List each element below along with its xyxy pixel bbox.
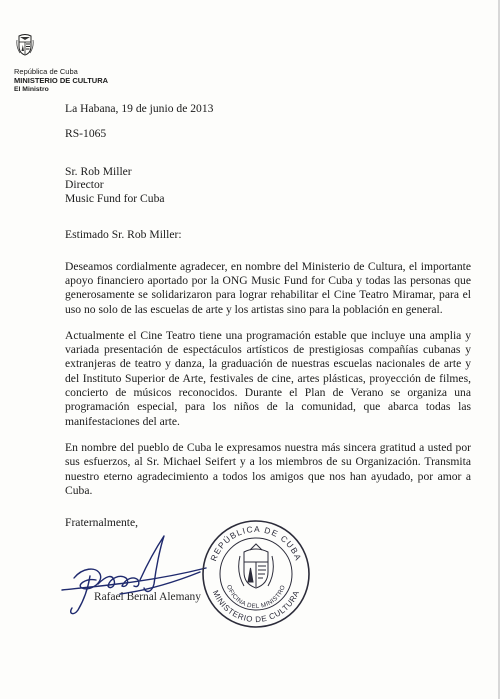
seal-bottom-text: MINISTERIO DE CULTURA xyxy=(210,588,302,625)
closing: Fraternalmente, xyxy=(65,516,139,530)
salutation: Estimado Sr. Rob Miller: xyxy=(65,228,182,242)
paragraph: Actualmente el Cine Teatro tiene una programación estable que incluye una amplia y variada presentación de espectáculos artísticos de prestigiosas compañías cubanas y extranjeras de teatro y danza, la graduación de nuestras escuelas nacionales de arte y del Instituto Superior de Arte, festivales de cine, artes plásticas, proyección de filmes, concierto de músicos reconocidos. Durante el Plan de Verano se organiza una programación especial, para los niños de la comunidad, que abarca todas las manifestaciones del arte. xyxy=(65,328,471,428)
letterhead xyxy=(14,34,164,94)
official-seal xyxy=(200,518,312,630)
paragraph: En nombre del pueblo de Cuba le expresamos nuestra más sincera gratitud a usted por sus esfuerzos, al Sr. Michael Seifert y a los miembros de su Organización. Transmita nuestro eterno agradecimiento a todos los amigos que nos han ayudado, por amor a Cuba. xyxy=(65,440,471,497)
coat-of-arms-icon xyxy=(16,34,34,56)
recipient-organization: Music Fund for Cuba xyxy=(65,191,165,205)
letter-date: La Habana, 19 de junio de 2013 xyxy=(65,102,214,115)
paragraph: Deseamos cordialmente agradecer, en nombre del Ministerio de Cultura, el importante apoyo financiero aportado por la ONG Music Fund for Cuba y todas las personas que generosamente se solidarizaron para lograr rehabilitar el Cine Teatro Miramar, para el uso no solo de las escuelas de arte y los artistas sino para la población en general. xyxy=(65,259,471,316)
letterhead-country: República de Cuba xyxy=(14,67,78,76)
recipient-title: Director xyxy=(65,178,104,192)
seal-coat-of-arms-icon xyxy=(239,544,274,588)
svg-text:REPÚBLICA DE CUBA xyxy=(208,524,304,563)
letter-reference: RS-1065 xyxy=(65,127,107,141)
seal-top-text: REPÚBLICA DE CUBA xyxy=(208,523,304,563)
seal-inner-text: OFICINA DEL MINISTRO xyxy=(225,584,287,611)
recipient-name: Sr. Rob Miller xyxy=(65,164,132,178)
handwritten-signature xyxy=(60,528,210,628)
recipient-address xyxy=(65,165,471,206)
letter-body xyxy=(65,102,471,530)
letterhead-office: El Ministro xyxy=(14,86,49,93)
signer-name: Rafael Bernal Alemany xyxy=(94,591,201,603)
letterhead-ministry: MINISTERIO DE CULTURA xyxy=(14,76,109,85)
